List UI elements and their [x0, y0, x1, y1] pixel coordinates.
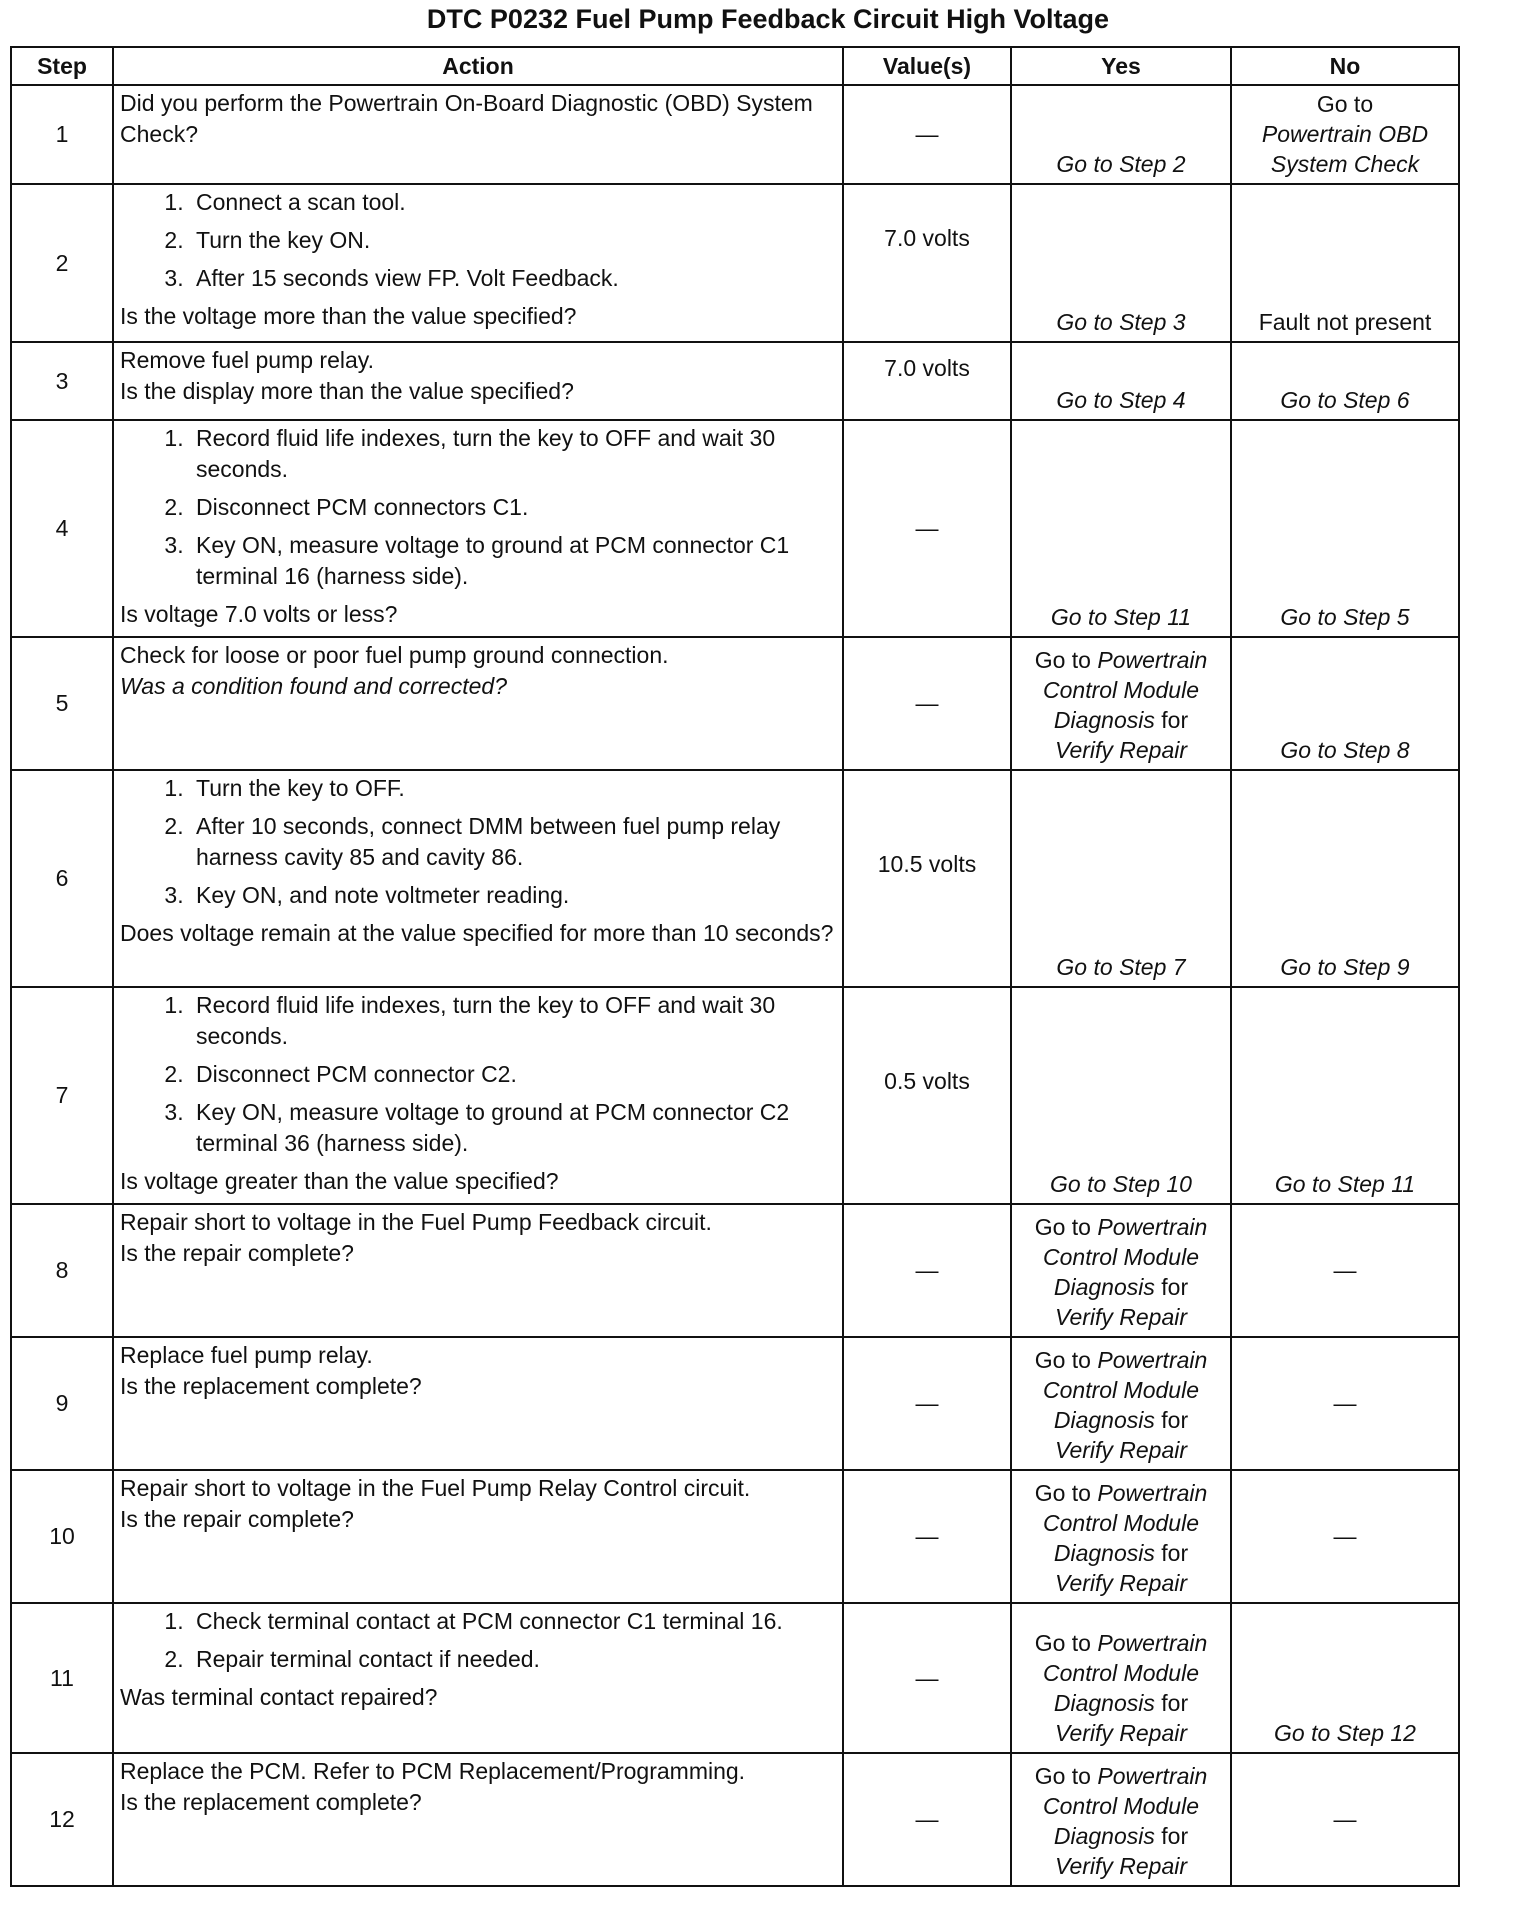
no-line: Go to Step 12	[1274, 1720, 1416, 1746]
no-cell	[1231, 342, 1459, 420]
yes-line: Go to Step 11	[1050, 604, 1192, 630]
yes-cell	[1011, 342, 1231, 420]
yes-line: Go to Step 7	[1056, 954, 1186, 980]
action-question: Is the display more than the value specified?	[120, 378, 574, 404]
yes-cell	[1011, 85, 1231, 184]
substep-item: 1. Turn the key to OFF.	[190, 773, 838, 804]
table-row	[11, 1204, 1459, 1337]
yes-line: Verify Repair	[1054, 1437, 1188, 1463]
no-cell	[1231, 1603, 1459, 1753]
no-line: Go to Step 11	[1274, 1171, 1416, 1197]
no-cell	[1231, 1753, 1459, 1886]
yes-line: Control Module	[1043, 1510, 1199, 1536]
yes-line: Go to Powertrain	[1034, 1630, 1208, 1656]
yes-line: Verify Repair	[1054, 1304, 1188, 1330]
yes-cell	[1011, 987, 1231, 1204]
yes-line: Diagnosis for	[1053, 1540, 1189, 1566]
action-cell	[113, 1337, 843, 1470]
table-row	[11, 987, 1459, 1204]
yes-line: Control Module	[1043, 1793, 1199, 1819]
substep-item: 3. Key ON, measure voltage to ground at PCM connector C2 terminal 36 (harness side).	[190, 1097, 838, 1159]
value-cell: —	[843, 1204, 1011, 1337]
no-line: —	[1333, 1805, 1357, 1832]
value-cell: —	[843, 1470, 1011, 1603]
yes-line: Diagnosis for	[1053, 1274, 1189, 1300]
step-number: 6	[11, 770, 113, 987]
yes-cell	[1011, 1204, 1231, 1337]
substep-list	[156, 990, 838, 1159]
table-row	[11, 420, 1459, 637]
yes-line: Go to Step 2	[1056, 151, 1186, 177]
table-row	[11, 770, 1459, 987]
action-instruction: Replace the PCM. Refer to PCM Replacement/Programming.	[120, 1758, 746, 1784]
substep-item: 1. Record fluid life indexes, turn the key to OFF and wait 30 seconds.	[190, 990, 838, 1052]
no-cell	[1231, 184, 1459, 342]
no-line: System Check	[1270, 151, 1420, 177]
no-line: —	[1333, 1256, 1357, 1283]
step-number: 5	[11, 637, 113, 770]
yes-line: Verify Repair	[1054, 1570, 1188, 1596]
step-number: 12	[11, 1753, 113, 1886]
value-cell: —	[843, 420, 1011, 637]
action-cell	[113, 420, 843, 637]
yes-line: Go to Powertrain	[1034, 647, 1208, 673]
no-line: Go to	[1316, 91, 1374, 117]
substep-list	[156, 423, 838, 592]
yes-cell	[1011, 770, 1231, 987]
page-title: DTC P0232 Fuel Pump Feedback Circuit High Voltage	[426, 4, 1110, 34]
yes-cell	[1011, 420, 1231, 637]
header-step: Step	[11, 47, 113, 85]
action-instruction: Did you perform the Powertrain On-Board Diagnostic (OBD) System Check?	[120, 90, 813, 147]
value-cell: —	[843, 1337, 1011, 1470]
yes-line: Control Module	[1043, 1377, 1199, 1403]
yes-line: Control Module	[1043, 1660, 1199, 1686]
no-line: Powertrain OBD	[1261, 121, 1429, 147]
header-values: Value(s)	[843, 47, 1011, 85]
header-action: Action	[113, 47, 843, 85]
yes-line: Verify Repair	[1054, 1853, 1188, 1879]
action-question: Was terminal contact repaired?	[120, 1684, 438, 1710]
action-instruction: Replace fuel pump relay.	[120, 1342, 373, 1368]
action-cell	[113, 342, 843, 420]
yes-cell	[1011, 1470, 1231, 1603]
yes-line: Go to Step 10	[1050, 1171, 1192, 1197]
action-question: Is voltage 7.0 volts or less?	[120, 601, 398, 627]
table-row	[11, 342, 1459, 420]
no-cell	[1231, 1470, 1459, 1603]
substep-list	[156, 1606, 838, 1675]
action-question: Is the replacement complete?	[120, 1789, 422, 1815]
yes-cell	[1011, 184, 1231, 342]
yes-cell	[1011, 637, 1231, 770]
action-instruction: Check for loose or poor fuel pump ground connection.	[120, 642, 669, 668]
value-cell: 10.5 volts	[843, 770, 1011, 987]
table-row	[11, 1337, 1459, 1470]
no-line: —	[1333, 1389, 1357, 1416]
action-cell	[113, 184, 843, 342]
yes-line: Verify Repair	[1054, 1720, 1188, 1746]
substep-item: 3. Key ON, measure voltage to ground at PCM connector C1 terminal 16 (harness side).	[190, 530, 838, 592]
action-cell	[113, 637, 843, 770]
action-question: Is the repair complete?	[120, 1506, 354, 1532]
action-question: Is the voltage more than the value specified?	[120, 303, 577, 329]
no-cell	[1231, 770, 1459, 987]
no-line: Go to Step 8	[1280, 737, 1410, 763]
step-number: 3	[11, 342, 113, 420]
action-cell	[113, 1603, 843, 1753]
yes-line: Control Module	[1043, 677, 1199, 703]
yes-line: Go to Powertrain	[1034, 1763, 1208, 1789]
no-line: Fault not present	[1258, 309, 1432, 335]
table-row	[11, 85, 1459, 184]
action-instruction: Remove fuel pump relay.	[120, 347, 374, 373]
no-cell	[1231, 1204, 1459, 1337]
yes-line: Diagnosis for	[1053, 1690, 1189, 1716]
substep-list	[156, 187, 838, 294]
action-instruction: Repair short to voltage in the Fuel Pump Feedback circuit.	[120, 1209, 712, 1235]
no-cell	[1231, 85, 1459, 184]
substep-item: 1. Check terminal contact at PCM connector C1 terminal 16.	[190, 1606, 838, 1637]
yes-line: Go to Powertrain	[1034, 1347, 1208, 1373]
header-yes: Yes	[1011, 47, 1231, 85]
substep-item: 2. Disconnect PCM connector C2.	[190, 1059, 838, 1090]
value-cell: 7.0 volts	[843, 184, 1011, 342]
value-cell: 7.0 volts	[843, 342, 1011, 420]
substep-item: 1. Record fluid life indexes, turn the key to OFF and wait 30 seconds.	[190, 423, 838, 485]
substep-item: 3. Key ON, and note voltmeter reading.	[190, 880, 838, 911]
value-cell: —	[843, 1753, 1011, 1886]
step-number: 1	[11, 85, 113, 184]
substep-item: 2. Turn the key ON.	[190, 225, 838, 256]
no-cell	[1231, 987, 1459, 1204]
value-cell: 0.5 volts	[843, 987, 1011, 1204]
substep-item: 3. After 15 seconds view FP. Volt Feedback.	[190, 263, 838, 294]
action-cell	[113, 1204, 843, 1337]
action-cell	[113, 1470, 843, 1603]
step-number: 8	[11, 1204, 113, 1337]
action-cell	[113, 770, 843, 987]
table-row	[11, 637, 1459, 770]
step-number: 9	[11, 1337, 113, 1470]
no-cell	[1231, 637, 1459, 770]
value-cell: —	[843, 85, 1011, 184]
action-cell	[113, 85, 843, 184]
step-number: 7	[11, 987, 113, 1204]
no-line: Go to Step 9	[1280, 954, 1410, 980]
no-line: —	[1333, 1522, 1357, 1549]
substep-item: 1. Connect a scan tool.	[190, 187, 838, 218]
yes-line: Diagnosis for	[1053, 1823, 1189, 1849]
yes-cell	[1011, 1603, 1231, 1753]
yes-cell	[1011, 1753, 1231, 1886]
header-no: No	[1231, 47, 1459, 85]
yes-line: Go to Step 3	[1056, 309, 1186, 335]
yes-line: Diagnosis for	[1053, 707, 1189, 733]
substep-item: 2. After 10 seconds, connect DMM between fuel pump relay harness cavity 85 and cavity 86.	[190, 811, 838, 873]
table-header-row	[11, 47, 1459, 85]
yes-line: Verify Repair	[1054, 737, 1188, 763]
yes-line: Control Module	[1043, 1244, 1199, 1270]
substep-item: 2. Repair terminal contact if needed.	[190, 1644, 838, 1675]
action-question: Is the replacement complete?	[120, 1373, 422, 1399]
table-row	[11, 1470, 1459, 1603]
no-line: Go to Step 5	[1280, 604, 1410, 630]
action-instruction: Repair short to voltage in the Fuel Pump Relay Control circuit.	[120, 1475, 751, 1501]
table-row	[11, 1753, 1459, 1886]
step-number: 4	[11, 420, 113, 637]
yes-line: Go to Step 4	[1056, 387, 1186, 413]
action-question: Does voltage remain at the value specified for more than 10 seconds?	[120, 920, 834, 946]
value-cell: —	[843, 1603, 1011, 1753]
action-cell	[113, 987, 843, 1204]
table-row	[11, 1603, 1459, 1753]
yes-cell	[1011, 1337, 1231, 1470]
no-line: Go to Step 6	[1280, 387, 1410, 413]
yes-line: Diagnosis for	[1053, 1407, 1189, 1433]
step-number: 2	[11, 184, 113, 342]
action-cell	[113, 1753, 843, 1886]
action-question: Is the repair complete?	[120, 1240, 354, 1266]
substep-list	[156, 773, 838, 911]
substep-item: 2. Disconnect PCM connectors C1.	[190, 492, 838, 523]
no-cell	[1231, 1337, 1459, 1470]
step-number: 10	[11, 1470, 113, 1603]
no-cell	[1231, 420, 1459, 637]
action-question: Is voltage greater than the value specified?	[120, 1168, 559, 1194]
action-question: Was a condition found and corrected?	[120, 673, 507, 699]
table-row	[11, 184, 1459, 342]
yes-line: Go to Powertrain	[1034, 1480, 1208, 1506]
diagnostic-table	[10, 46, 1460, 1887]
value-cell: —	[843, 637, 1011, 770]
yes-line: Go to Powertrain	[1034, 1214, 1208, 1240]
step-number: 11	[11, 1603, 113, 1753]
